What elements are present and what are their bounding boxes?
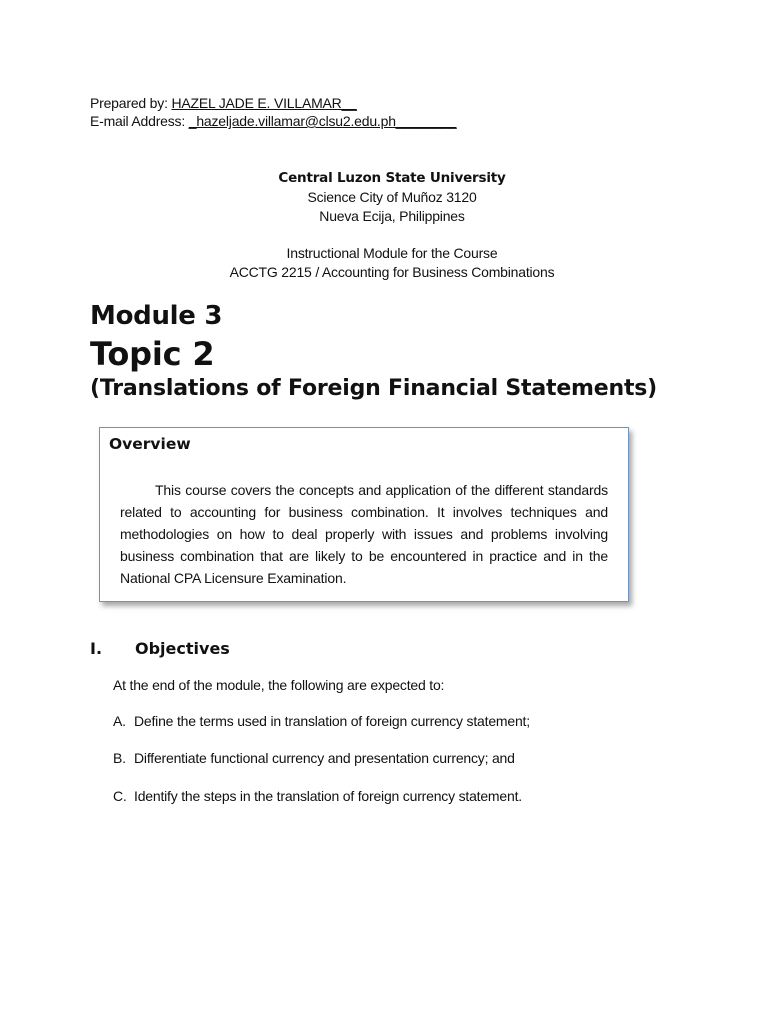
section-number: I.	[90, 639, 103, 658]
module-purpose: Instructional Module for the Course	[286, 245, 498, 261]
author-email: _hazeljade.villamar@clsu2.edu.ph________	[188, 113, 457, 129]
objective-text: Identify the steps in the translation of foreign currency statement.	[134, 788, 522, 804]
email-label: E-mail Address:	[90, 113, 189, 129]
author-name: HAZEL JADE E. VILLAMAR__	[171, 95, 357, 111]
topic-subtitle: (Translations of Foreign Financial Statements)	[90, 376, 658, 401]
overview-text: This course covers the concepts and application of the different standards related to accounting for business combination. It involves techniques and methodologies on how to deal properly with issues and problems involving business combination that are likely to be encountered in practice and in the National CPA Licensure Examination.	[120, 482, 608, 586]
prepared-by-label: Prepared by:	[90, 95, 172, 111]
university-province: Nueva Ecija, Philippines	[319, 208, 465, 224]
course-title: ACCTG 2215 / Accounting for Business Combinations	[229, 264, 555, 280]
objective-text: Differentiate functional currency and presentation currency; and	[134, 750, 515, 766]
objective-item	[113, 787, 522, 805]
topic-heading: Topic 2	[90, 335, 215, 373]
objectives-intro: At the end of the module, the following are expected to:	[113, 677, 445, 693]
overview-title: Overview	[109, 435, 191, 453]
objective-item	[113, 712, 530, 730]
objective-letter: C.	[113, 788, 127, 804]
prepared-by-line	[90, 95, 357, 112]
objective-text: Define the terms used in translation of foreign currency statement;	[134, 713, 530, 729]
university-name: Central Luzon State University	[278, 170, 506, 186]
objective-letter: B.	[113, 750, 126, 766]
university-city: Science City of Muñoz 3120	[307, 189, 477, 205]
objective-item	[113, 749, 515, 767]
module-heading: Module 3	[90, 301, 223, 331]
email-line	[90, 113, 456, 130]
overview-box	[99, 427, 629, 602]
section-title: Objectives	[135, 639, 230, 658]
objective-letter: A.	[113, 713, 126, 729]
